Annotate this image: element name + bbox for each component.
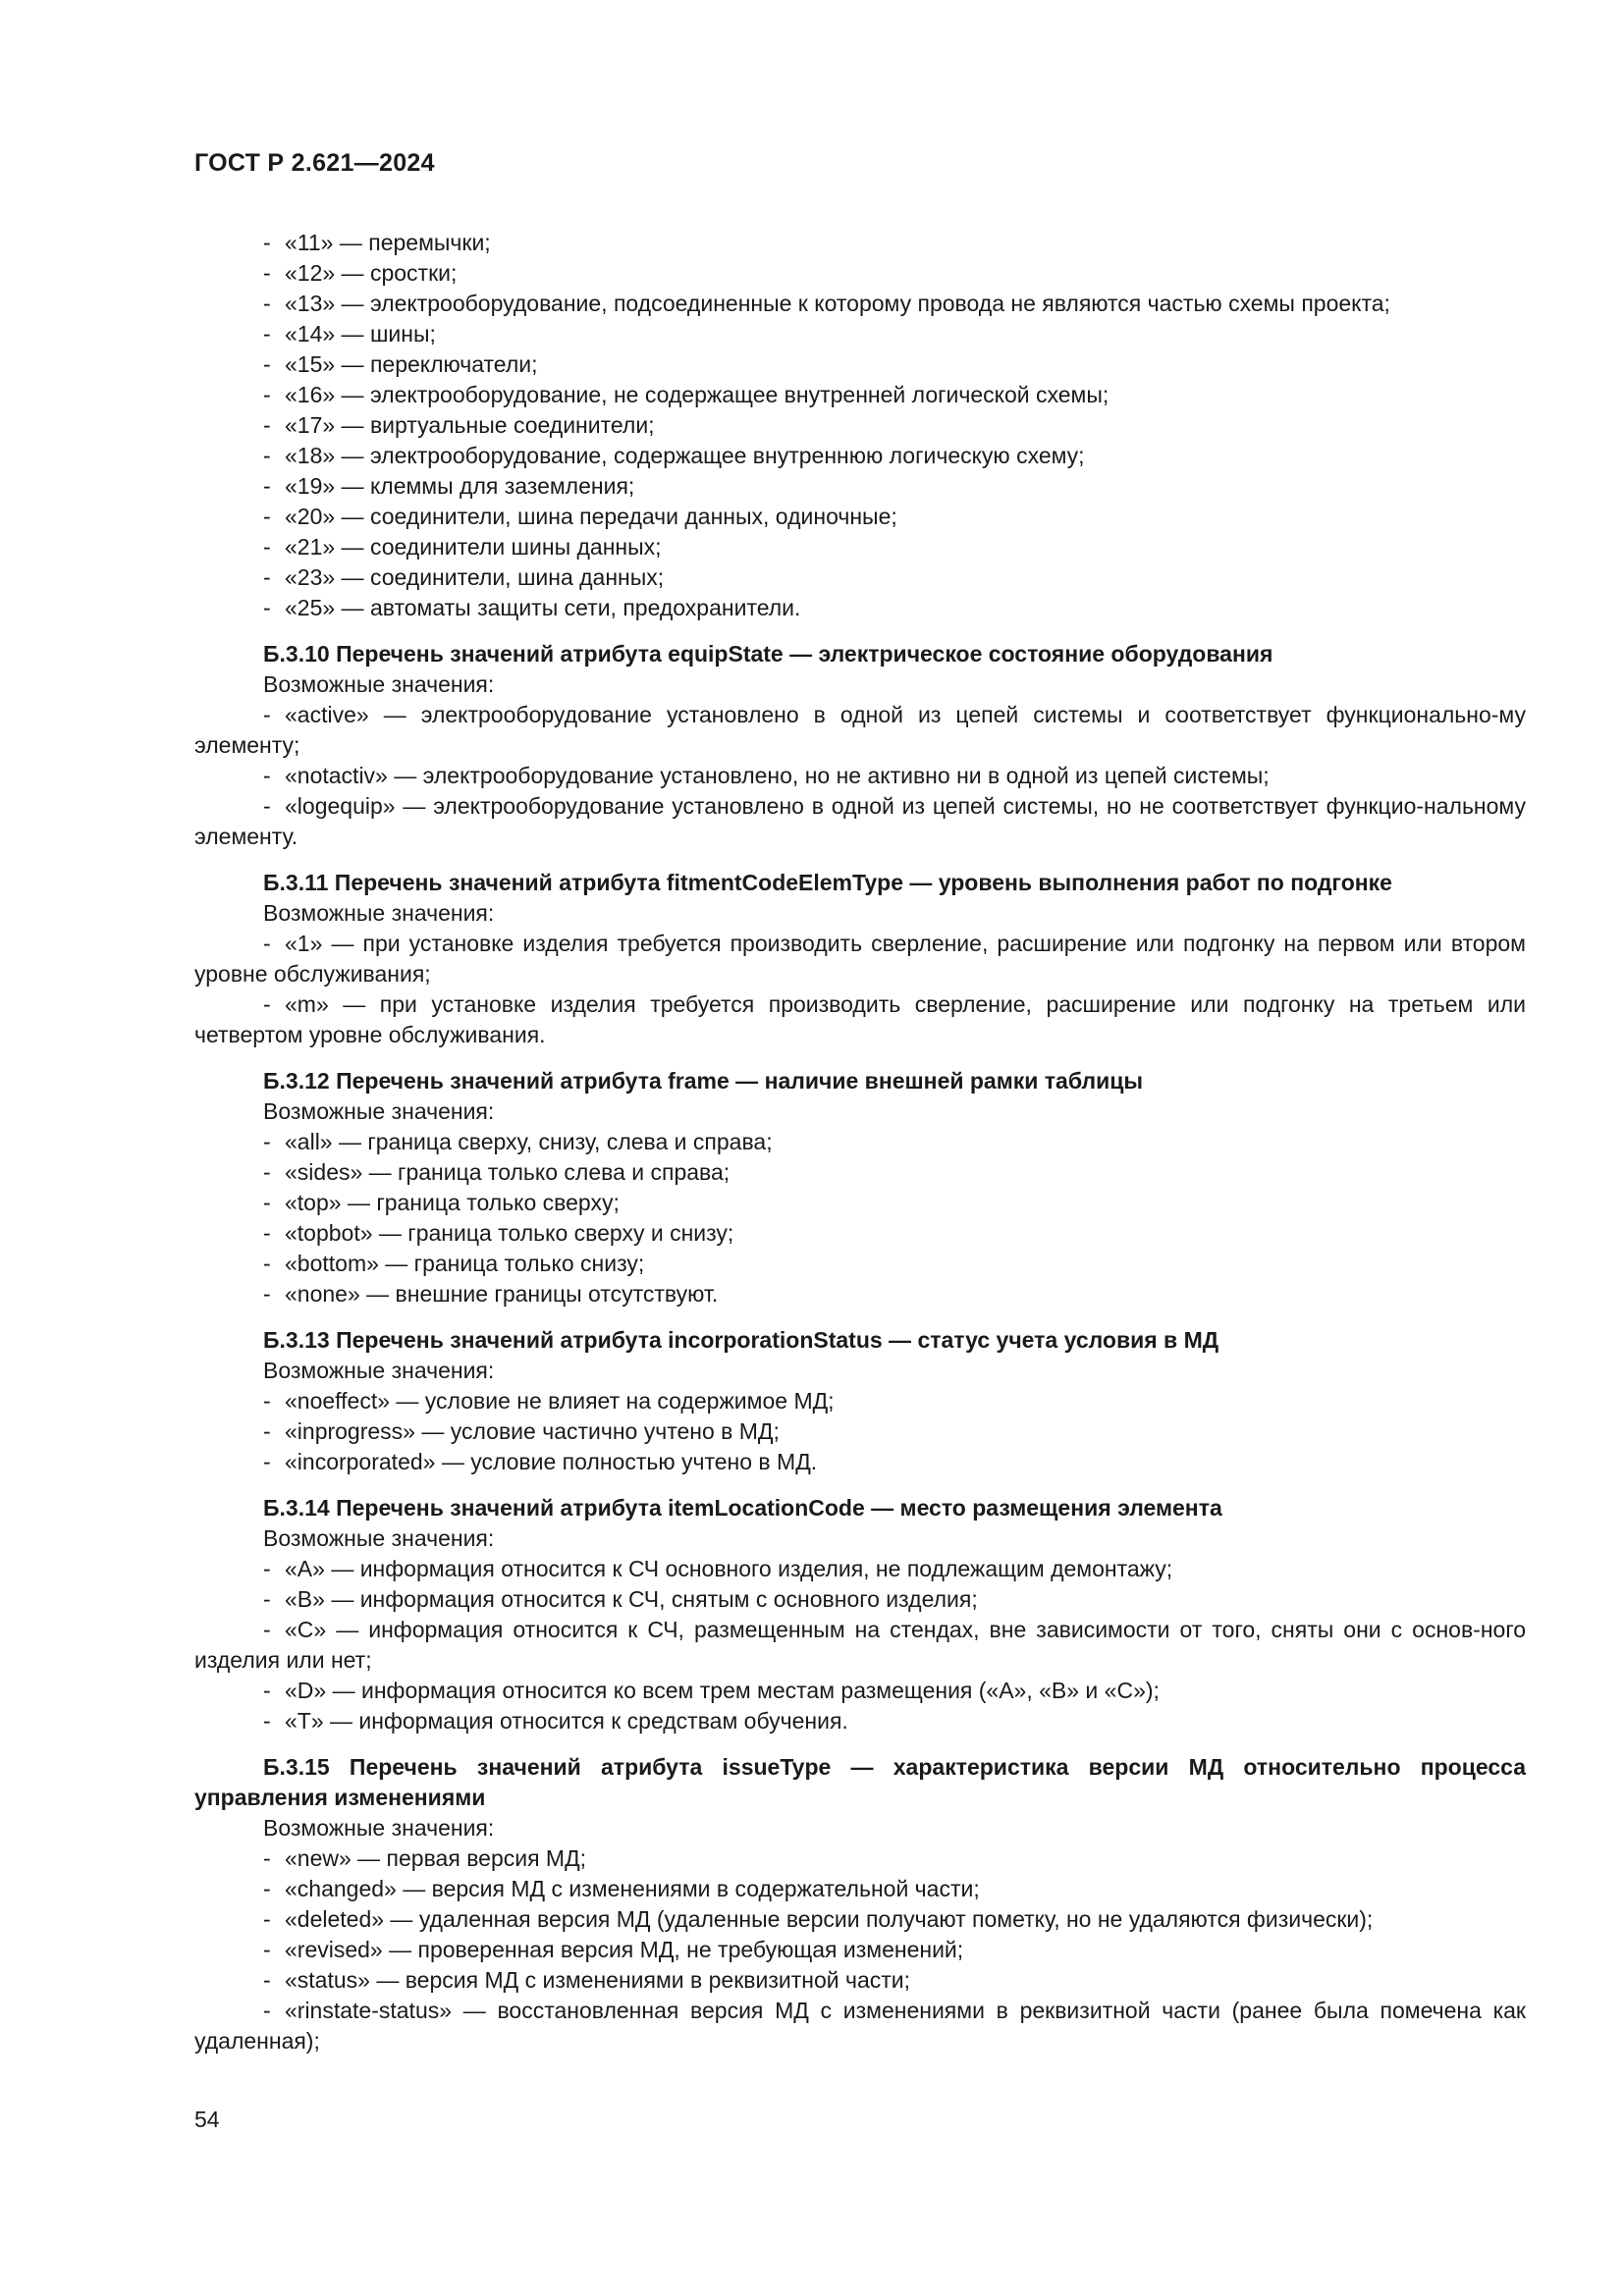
list-item: - «top» — граница только сверху; (263, 1190, 620, 1215)
section-subtitle: Возможные значения: (263, 671, 495, 697)
list-item: - «rinstate-status» — восстановленная версия МД с изменениями в реквизитной части (ранее была помечена как удаленная); (194, 1998, 1526, 2054)
list-item: - «C» — информация относится к СЧ, размещенным на стендах, вне зависимости от того, сняты они с основ-ного изделия или нет; (194, 1617, 1526, 1673)
section-subtitle: Возможные значения: (263, 900, 495, 926)
list-item: - «1» — при установке изделия требуется производить сверление, расширение или подгонку на первом или втором уровне обслуживания; (194, 931, 1526, 987)
list-item: - «13» — электрооборудование, подсоединенные к которому провода не являются частью схемы проекта; (263, 291, 1390, 316)
list-item: - «inprogress» — условие частично учтено в МД; (263, 1418, 780, 1444)
section-title: Б.3.13 Перечень значений атрибута incorporationStatus — статус учета условия в МД (263, 1327, 1219, 1353)
section-subtitle: Возможные значения: (263, 1358, 495, 1383)
section-title: Б.3.10 Перечень значений атрибута equipState — электрическое состояние оборудования (263, 641, 1273, 667)
section-title: Б.3.14 Перечень значений атрибута itemLocationCode — место размещения элемента (263, 1495, 1222, 1521)
list-item: - «all» — граница сверху, снизу, слева и справа; (263, 1129, 773, 1154)
list-item: - «bottom» — граница только снизу; (263, 1251, 645, 1276)
list-item: - «11» — перемычки; (263, 230, 491, 255)
intro-list (194, 228, 1526, 623)
list-item: - «active» — электрооборудование установлено в одной из цепей системы и соответствует функционально-му элементу; (194, 702, 1526, 758)
list-item: - «none» — внешние границы отсутствуют. (263, 1281, 719, 1307)
section-b-3-13 (194, 1325, 1526, 1477)
list-item: - «B» — информация относится к СЧ, снятым с основного изделия; (263, 1586, 978, 1612)
section-b-3-14 (194, 1493, 1526, 1736)
list-item: - «sides» — граница только слева и справа; (263, 1159, 731, 1185)
section-title: Б.3.12 Перечень значений атрибута frame — наличие внешней рамки таблицы (263, 1068, 1144, 1094)
list-item: - «15» — переключатели; (263, 351, 538, 377)
list-item: - «notactiv» — электрооборудование установлено, но не активно ни в одной из цепей системы; (263, 763, 1270, 788)
section-b-3-12 (194, 1066, 1526, 1309)
section-subtitle: Возможные значения: (263, 1525, 495, 1551)
list-item: - «topbot» — граница только сверху и снизу; (263, 1220, 734, 1246)
section-b-3-11 (194, 868, 1526, 1050)
list-item: - «14» — шины; (263, 321, 436, 347)
list-item: - «revised» — проверенная версия МД, не требующая изменений; (263, 1937, 964, 1962)
section-title: Б.3.15 Перечень значений атрибута issueType — характеристика версии МД относительно процесса управления изменениями (194, 1754, 1526, 1810)
list-item: - «21» — соединители шины данных; (263, 534, 662, 560)
list-item: - «17» — виртуальные соединители; (263, 412, 655, 438)
list-item: - «noeffect» — условие не влияет на содержимое МД; (263, 1388, 835, 1414)
section-subtitle: Возможные значения: (263, 1098, 495, 1124)
list-item: - «25» — автоматы защиты сети, предохранители. (263, 595, 801, 620)
list-item: - «deleted» — удаленная версия МД (удаленные версии получают пометку, но не удаляются физически); (263, 1906, 1374, 1932)
list-item: - «20» — соединители, шина передачи данных, одиночные; (263, 504, 897, 529)
list-item: - «18» — электрооборудование, содержащее внутреннюю логическую схему; (263, 443, 1085, 468)
list-item: - «new» — первая версия МД; (263, 1845, 587, 1871)
list-item: - «logequip» — электрооборудование установлено в одной из цепей системы, но не соответствует функцио-нальному элементу. (194, 793, 1526, 849)
list-item: - «T» — информация относится к средствам обучения. (263, 1708, 848, 1734)
list-item: - «incorporated» — условие полностью учтено в МД. (263, 1449, 818, 1474)
list-item: - «D» — информация относится ко всем трем местам размещения («A», «B» и «C»); (263, 1678, 1160, 1703)
list-item: - «23» — соединители, шина данных; (263, 564, 665, 590)
list-item: - «A» — информация относится к СЧ основного изделия, не подлежащим демонтажу; (263, 1556, 1173, 1581)
section-subtitle: Возможные значения: (263, 1815, 495, 1841)
document-header: ГОСТ Р 2.621—2024 (194, 149, 435, 177)
list-item: - «status» — версия МД с изменениями в реквизитной части; (263, 1967, 911, 1993)
section-b-3-10 (194, 639, 1526, 852)
list-item: - «changed» — версия МД с изменениями в содержательной части; (263, 1876, 980, 1901)
section-b-3-15 (194, 1752, 1526, 2056)
page-number: 54 (194, 2107, 220, 2132)
list-item: - «m» — при установке изделия требуется производить сверление, расширение или подгонку на третьем или четвертом уровне обслуживания. (194, 991, 1526, 1047)
document-body (194, 228, 1526, 2056)
section-title: Б.3.11 Перечень значений атрибута fitmentCodeElemType — уровень выполнения работ по подгонке (263, 870, 1392, 895)
list-item: - «19» — клеммы для заземления; (263, 473, 635, 499)
list-item: - «12» — сростки; (263, 260, 458, 286)
list-item: - «16» — электрооборудование, не содержащее внутренней логической схемы; (263, 382, 1110, 407)
